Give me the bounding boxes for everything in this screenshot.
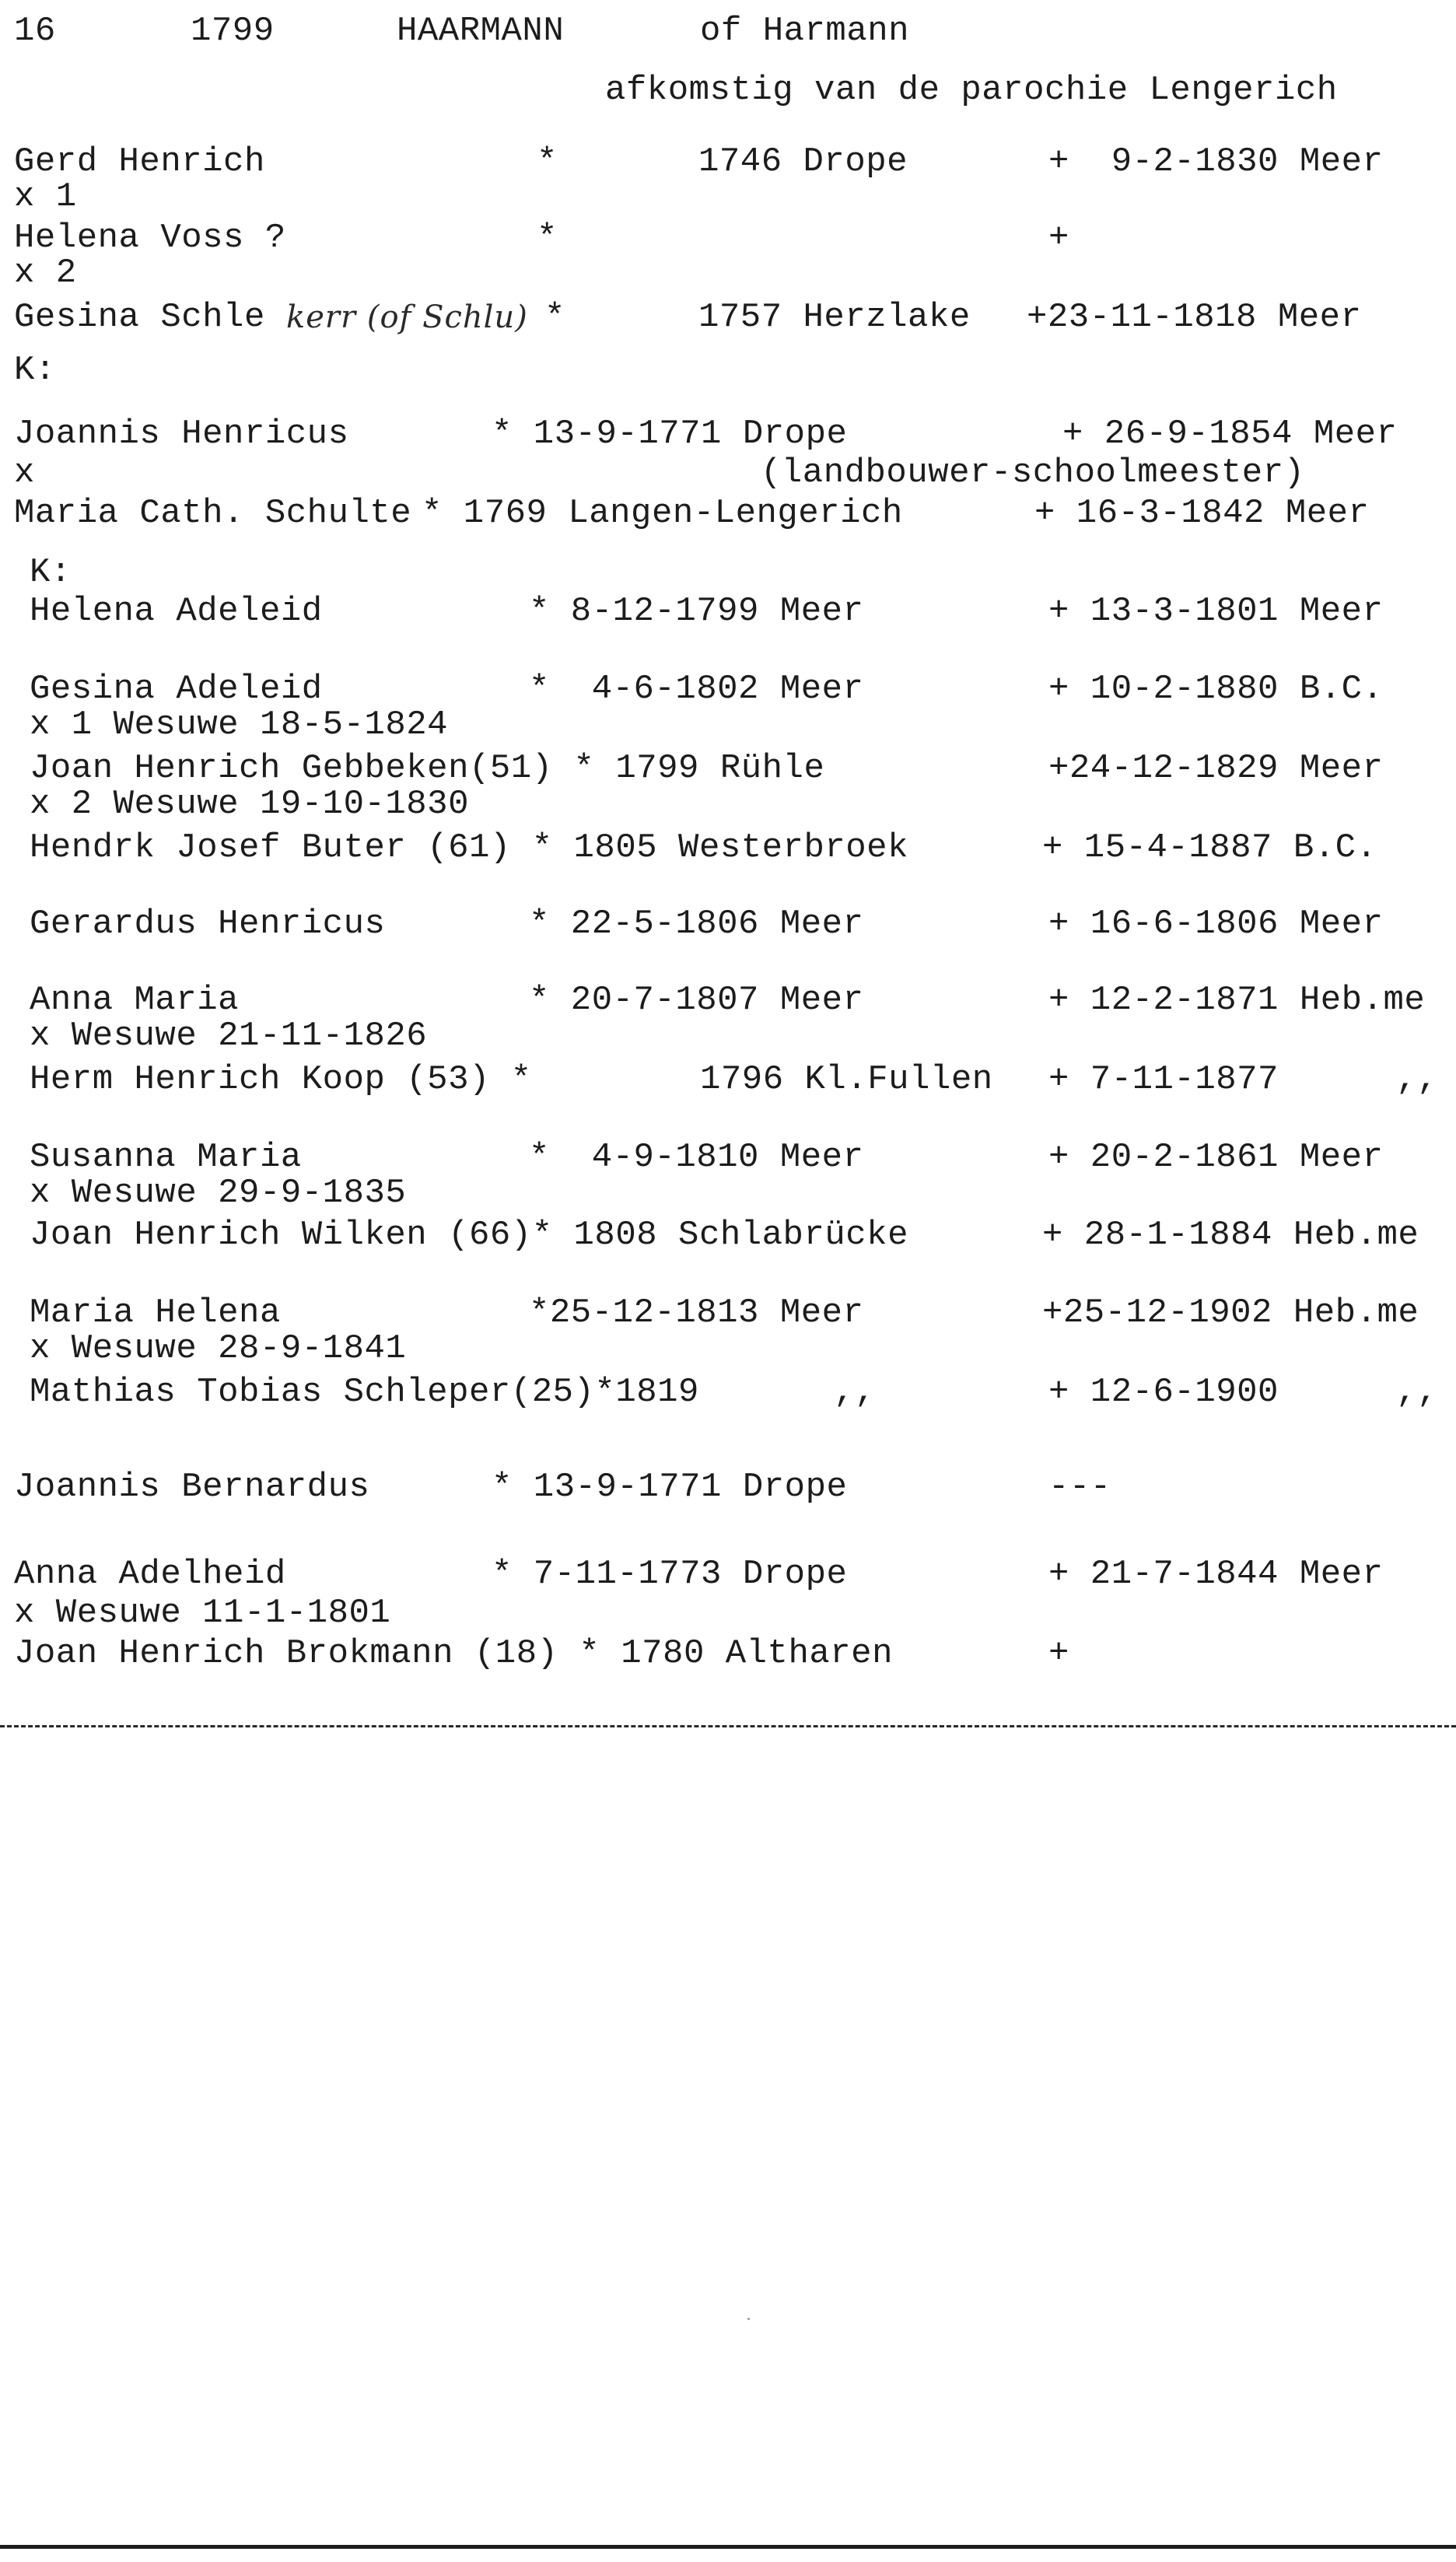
anna-marriage: x Wesuwe 21-11-1826 <box>30 1017 428 1055</box>
gesina-death: + 10-2-1880 B.C. <box>1048 670 1384 709</box>
maria-spouse-row <box>0 1370 1456 1414</box>
gerardus-death: + 16-6-1806 Meer <box>1048 905 1384 943</box>
marriage1-row <box>0 175 1456 219</box>
child2-death: --- <box>1048 1468 1111 1507</box>
header-surname: HAARMANN <box>397 12 565 51</box>
child3-marriage-row <box>0 1591 1456 1635</box>
helena-death: + 13-3-1801 Meer <box>1048 592 1384 631</box>
maria-spouse-death: + 12-6-1900 <box>1048 1373 1279 1412</box>
child3-spouse: Joan Henrich Brokmann (18) * 1780 Altharen <box>14 1634 893 1673</box>
susanna-spouse-row <box>0 1213 1456 1257</box>
father-birth: 1746 Drope <box>698 142 908 181</box>
gesina-marriage1-row <box>0 703 1456 747</box>
maria-spouse: Mathias Tobias Schleper(25)*1819 <box>30 1373 699 1412</box>
header-year: 1799 <box>191 12 275 51</box>
child1-spouse-row <box>0 492 1456 535</box>
child3-birth: * 7-11-1773 Drope <box>492 1555 848 1594</box>
grandchildren-label: K: <box>30 553 72 592</box>
anna-spouse-row <box>0 1058 1456 1101</box>
child3-name: Anna Adelheid <box>14 1555 286 1594</box>
maria-ditto: ,, <box>1396 1373 1438 1412</box>
child1-spouse-birth: * 1769 Langen-Lengerich <box>422 494 903 533</box>
anna-name: Anna Maria <box>30 981 240 1020</box>
child1-name: Joannis Henricus <box>14 415 349 453</box>
gesina-birth: * 4-6-1802 Meer <box>529 670 864 709</box>
gesina-marriage1: x 1 Wesuwe 18-5-1824 <box>30 705 449 744</box>
gerardus-row <box>0 902 1456 946</box>
susanna-death: + 20-2-1861 Meer <box>1048 1138 1384 1177</box>
origin-line <box>0 68 1456 112</box>
wife2-death: +23-11-1818 Meer <box>1027 298 1362 337</box>
anna-ditto: ,, <box>1396 1060 1438 1099</box>
anna-spouse: Herm Henrich Koop (53) * <box>30 1060 532 1099</box>
gerardus-name: Gerardus Henricus <box>30 905 386 943</box>
wife1-death: + <box>1048 219 1069 257</box>
child3-row <box>0 1552 1456 1596</box>
child1-birth: * 13-9-1771 Drope <box>492 415 848 453</box>
susanna-spouse-death: + 28-1-1884 Heb.me <box>1042 1216 1419 1255</box>
grandchildren-label-row <box>0 551 1456 594</box>
dashed-separator <box>0 1725 1456 1727</box>
anna-marriage-row <box>0 1014 1456 1058</box>
bottom-border-rule <box>0 2545 1456 2549</box>
maria-death: +25-12-1902 Heb.me <box>1042 1293 1419 1332</box>
helena-birth: * 8-12-1799 Meer <box>529 592 864 631</box>
child3-spouse-row <box>0 1632 1456 1675</box>
maria-birth: *25-12-1813 Meer <box>529 1293 864 1332</box>
anna-death: + 12-2-1871 Heb.me <box>1048 981 1426 1020</box>
gesina-marriage2-row <box>0 782 1456 826</box>
child1-marriage-row <box>0 451 1456 495</box>
helena-name: Helena Adeleid <box>30 592 323 631</box>
page-number: 16 <box>14 12 56 51</box>
maria-name: Maria Helena <box>30 1293 281 1332</box>
scan-speck <box>747 2318 750 2320</box>
header-alt-name: of Harmann <box>700 12 910 51</box>
maria-marriage: x Wesuwe 28-9-1841 <box>30 1329 407 1368</box>
wife1-name: Helena Voss ? <box>14 219 286 257</box>
marriage2-label: x 2 <box>14 254 77 292</box>
gesina-spouse2: Hendrk Josef Buter (61) * 1805 Westerbroek <box>30 828 908 867</box>
susanna-marriage-row <box>0 1171 1456 1215</box>
gesina-spouse1-death: +24-12-1829 Meer <box>1048 749 1384 788</box>
child2-name: Joannis Bernardus <box>14 1468 370 1507</box>
gesina-marriage2: x 2 Wesuwe 19-10-1830 <box>30 785 469 824</box>
wife2-birth: 1757 Herzlake <box>698 298 971 337</box>
child3-spouse-death: + <box>1048 1634 1069 1673</box>
father-birth-mark: * <box>537 142 558 181</box>
susanna-birth: * 4-9-1810 Meer <box>529 1138 864 1177</box>
father-name: Gerd Henrich <box>14 142 265 181</box>
father-death: + 9-2-1830 Meer <box>1048 142 1384 181</box>
wife2-name: Gesina Schle <box>14 298 265 337</box>
gesina-spouse2-death: + 15-4-1887 B.C. <box>1042 828 1377 867</box>
anna-birth: * 20-7-1807 Meer <box>529 981 864 1020</box>
marriage1-label: x 1 <box>14 177 77 216</box>
maria-spouse-place: ,, <box>834 1373 876 1412</box>
children-label-row <box>0 348 1456 392</box>
header-origin: afkomstig van de parochie Lengerich <box>605 71 1338 110</box>
child2-row <box>0 1465 1456 1509</box>
marriage2-row <box>0 251 1456 295</box>
susanna-marriage: x Wesuwe 29-9-1835 <box>30 1174 407 1213</box>
susanna-spouse: Joan Henrich Wilken (66)* 1808 Schlabrücke <box>30 1216 908 1255</box>
helena-row <box>0 590 1456 633</box>
child2-birth: * 13-9-1771 Drope <box>492 1468 848 1507</box>
child3-death: + 21-7-1844 Meer <box>1048 1555 1384 1594</box>
anna-spouse-birth: 1796 Kl.Fullen <box>700 1060 993 1099</box>
child1-death: + 26-9-1854 Meer <box>1062 415 1398 453</box>
gerardus-birth: * 22-5-1806 Meer <box>529 905 864 943</box>
gesina-spouse1: Joan Henrich Gebbeken(51) * 1799 Rühle <box>30 749 825 788</box>
wife1-birth-mark: * <box>537 219 558 257</box>
child1-occupation: (landbouwer-schoolmeester) <box>761 453 1305 492</box>
wife2-birth-mark: * <box>544 298 565 337</box>
child1-row <box>0 412 1456 456</box>
gesina-spouse2-row <box>0 826 1456 870</box>
wife2-handwritten-note: kerr (of Schlu) <box>286 299 528 335</box>
wife2-row <box>0 296 1456 339</box>
child1-spouse-death: + 16-3-1842 Meer <box>1034 494 1370 533</box>
header-line <box>0 9 1456 53</box>
maria-marriage-row <box>0 1327 1456 1370</box>
child3-marriage: x Wesuwe 11-1-1801 <box>14 1594 391 1633</box>
child1-spouse: Maria Cath. Schulte <box>14 494 412 533</box>
children-label: K: <box>14 351 56 390</box>
susanna-name: Susanna Maria <box>30 1138 302 1177</box>
gesina-name: Gesina Adeleid <box>30 670 323 709</box>
child1-marriage: x <box>14 453 35 492</box>
anna-spouse-death: + 7-11-1877 <box>1048 1060 1279 1099</box>
